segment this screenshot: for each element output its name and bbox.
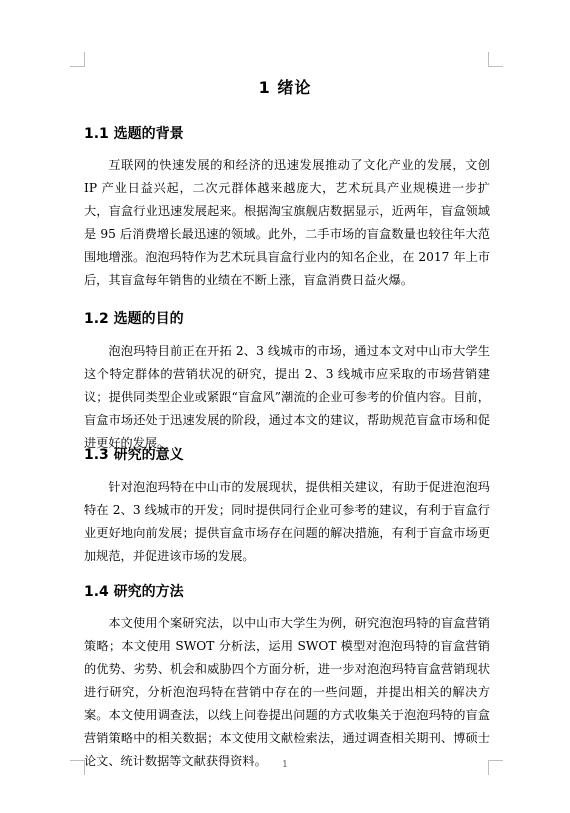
section-paragraph-method: 本文使用个案研究法，以中山市大学生为例，研究泡泡玛特的盲盒营销策略；本文使用 SWOT 分析法，运用 SWOT 模型对泡泡玛特的盲盒营销的优势、劣势、机会和威胁四个方面分析，进一步对泡泡玛特盲盒营销现状进行研究，分析泡泡玛特在营销中存在的一些问题，并提出相关的解决方案。本文使用调查法，以线上问卷提出问题的方式收集关于泡泡玛特的盲盒营销策略中的相关数据；本文使用文献检索法，通过调查相关期刊、博硕士论文、统计数据等文献获得资料。 [84,616,490,768]
section-heading-background: 1.1 选题的背景 [84,126,184,142]
section-paragraph-purpose: 泡泡玛特目前正在开拓 2、3 线城市的市场，通过本文对中山市大学生这个特定群体的营销状况的研究，提出 2、3 线城市应采取的市场营销建议；提供同类型企业或紧跟“盲盒风”潮流的企业可参考的价值内容。目前，盲盒市场还处于迅速发展的阶段，通过本文的建议，帮助规范盲盒市场和促进更好的发展。 [84,344,490,450]
section-heading-significance: 1.3 研究的意义 [84,447,184,463]
section-heading-method: 1.4 研究的方法 [84,584,184,600]
page-number: 1 [282,760,288,770]
chapter-title: 1 绪论 [258,78,312,97]
crop-mark-top-left [70,52,85,67]
section-heading-purpose: 1.2 选题的目的 [84,311,184,327]
crop-mark-top-right [488,52,503,67]
section-paragraph-background: 互联网的快速发展的和经济的迅速发展推动了文化产业的发展，文创 IP 产业日益兴起，二次元群体越来越庞大，艺术玩具产业规模进一步扩大，盲盒行业迅速发展起来。根据淘宝旗舰店数据显示，近两年，盲盒领域是 95 后消费增长最迅速的领域。此外，二手市场的盲盒数量也较往年大范围地增涨。泡泡玛特作为艺术玩具盲盒行业内的知名企业，在 2017 年上市后，其盲盒每年销售的业绩在不断上涨，盲盒消费日益火爆。 [84,158,490,287]
section-paragraph-significance: 针对泡泡玛特在中山市的发展现状，提供相关建议，有助于促进泡泡玛特在 2、3 线城市的开发；同时提供同行企业可参考的建议，有利于盲盒行业更好地向前发展；提供盲盒市场存在问题的解决措施，有利于盲盒市场更加规范，并促进该市场的发展。 [84,480,490,563]
